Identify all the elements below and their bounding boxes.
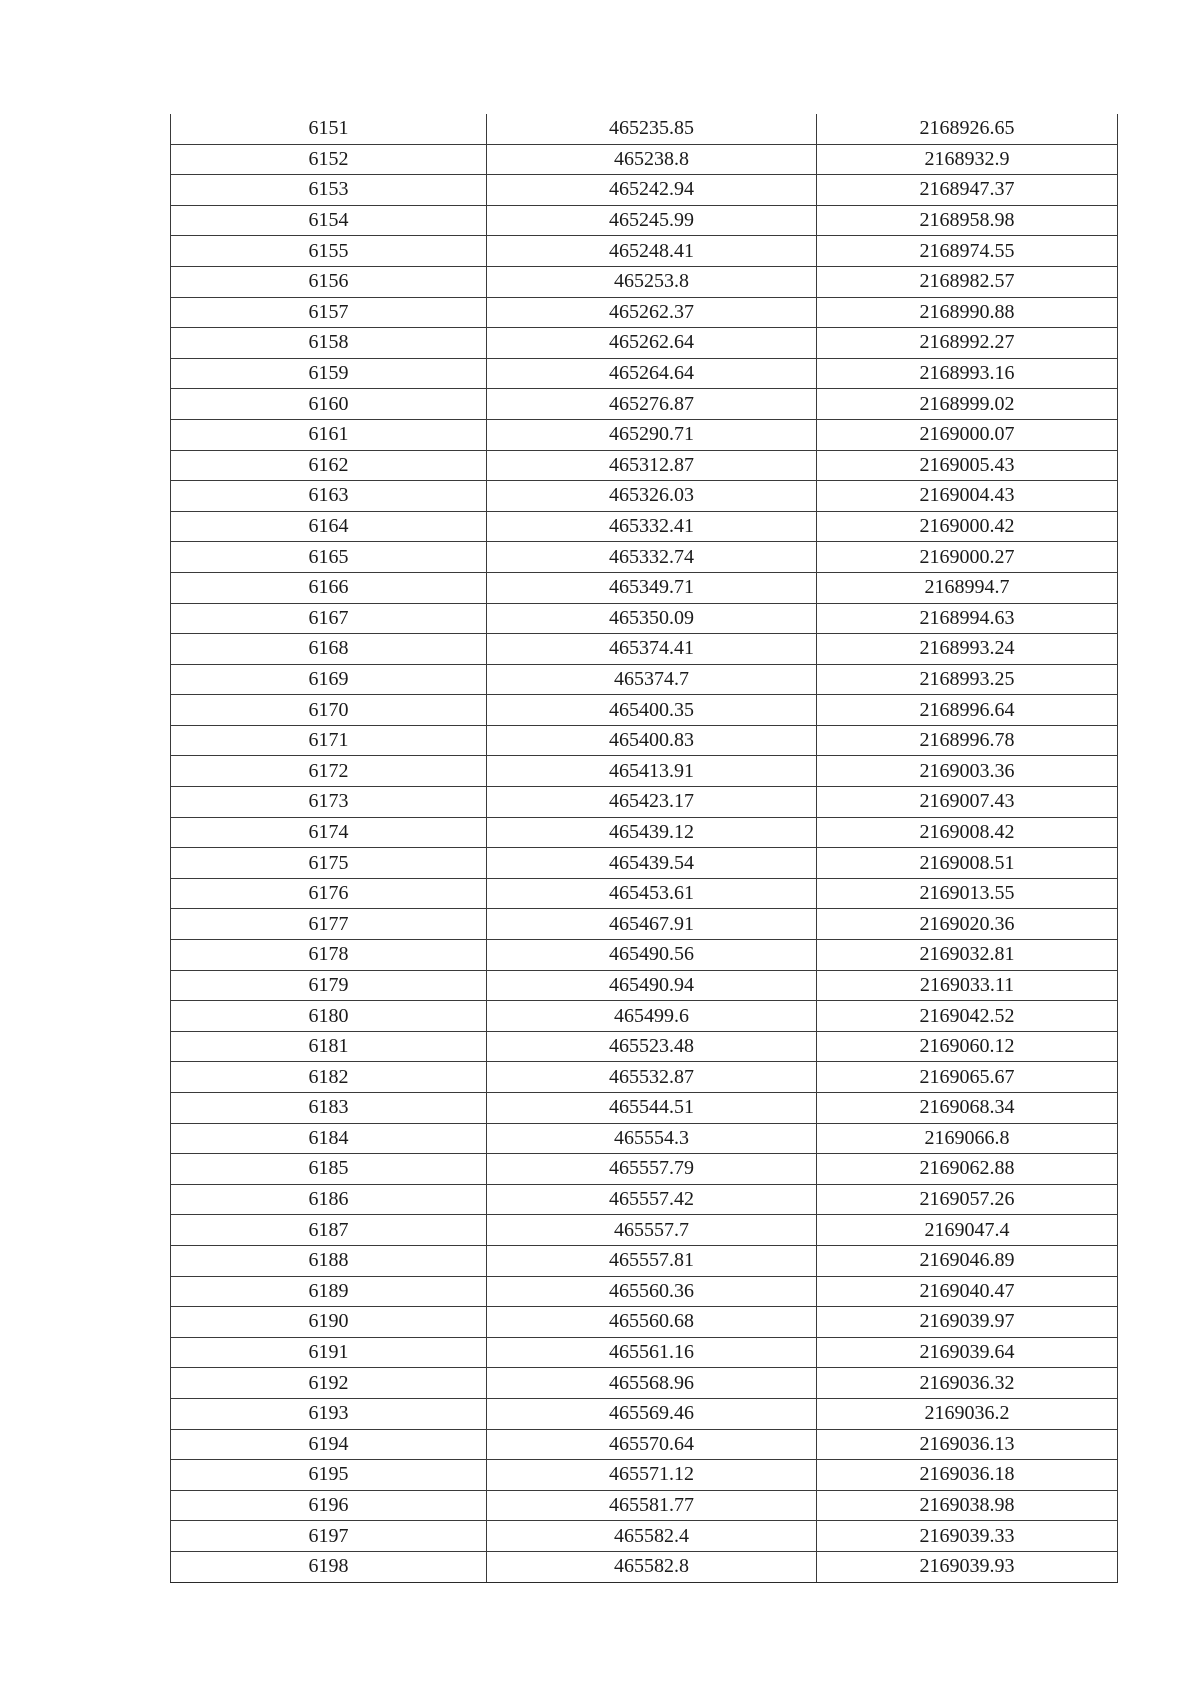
x-coordinate-cell: 465582.8 [487,1551,817,1582]
y-coordinate-cell: 2169013.55 [817,878,1118,909]
x-coordinate-cell: 465490.56 [487,940,817,971]
point-number-cell: 6193 [171,1398,487,1429]
table-row [171,1215,1118,1246]
x-coordinate-cell: 465570.64 [487,1429,817,1460]
y-coordinate-cell: 2169042.52 [817,1001,1118,1032]
table-row [171,817,1118,848]
x-coordinate-cell: 465423.17 [487,787,817,818]
point-number-cell: 6164 [171,511,487,542]
point-number-cell: 6194 [171,1429,487,1460]
x-coordinate-cell: 465544.51 [487,1093,817,1124]
y-coordinate-cell: 2168999.02 [817,389,1118,420]
y-coordinate-cell: 2168932.9 [817,144,1118,175]
y-coordinate-cell: 2169036.13 [817,1429,1118,1460]
x-coordinate-cell: 465581.77 [487,1490,817,1521]
x-coordinate-cell: 465439.54 [487,848,817,879]
point-number-cell: 6188 [171,1245,487,1276]
table-row [171,389,1118,420]
table-row [171,634,1118,665]
point-number-cell: 6165 [171,542,487,573]
y-coordinate-cell: 2169060.12 [817,1031,1118,1062]
y-coordinate-cell: 2169000.07 [817,419,1118,450]
table-row [171,328,1118,359]
x-coordinate-cell: 465332.41 [487,511,817,542]
table-row [171,266,1118,297]
y-coordinate-cell: 2168996.64 [817,695,1118,726]
table-row [171,144,1118,175]
x-coordinate-cell: 465262.64 [487,328,817,359]
point-number-cell: 6157 [171,297,487,328]
table-row [171,909,1118,940]
point-number-cell: 6175 [171,848,487,879]
table-row [171,236,1118,267]
table-row [171,419,1118,450]
point-number-cell: 6158 [171,328,487,359]
point-number-cell: 6155 [171,236,487,267]
y-coordinate-cell: 2169008.42 [817,817,1118,848]
point-number-cell: 6171 [171,725,487,756]
point-number-cell: 6185 [171,1154,487,1185]
table-row [171,1093,1118,1124]
table-row [171,1062,1118,1093]
y-coordinate-cell: 2169020.36 [817,909,1118,940]
table-row [171,940,1118,971]
table-row [171,1276,1118,1307]
y-coordinate-cell: 2169065.67 [817,1062,1118,1093]
x-coordinate-cell: 465262.37 [487,297,817,328]
y-coordinate-cell: 2168982.57 [817,266,1118,297]
y-coordinate-cell: 2169038.98 [817,1490,1118,1521]
x-coordinate-cell: 465560.36 [487,1276,817,1307]
y-coordinate-cell: 2169039.33 [817,1521,1118,1552]
point-number-cell: 6156 [171,266,487,297]
point-number-cell: 6153 [171,175,487,206]
point-number-cell: 6176 [171,878,487,909]
x-coordinate-cell: 465332.74 [487,542,817,573]
table-row [171,114,1118,144]
x-coordinate-cell: 465554.3 [487,1123,817,1154]
coordinate-table-body [171,114,1118,1582]
y-coordinate-cell: 2168993.25 [817,664,1118,695]
point-number-cell: 6180 [171,1001,487,1032]
point-number-cell: 6177 [171,909,487,940]
table-row [171,511,1118,542]
x-coordinate-cell: 465557.7 [487,1215,817,1246]
point-number-cell: 6163 [171,481,487,512]
table-row [171,542,1118,573]
x-coordinate-cell: 465568.96 [487,1368,817,1399]
point-number-cell: 6169 [171,664,487,695]
point-number-cell: 6159 [171,358,487,389]
x-coordinate-cell: 465557.81 [487,1245,817,1276]
x-coordinate-cell: 465264.64 [487,358,817,389]
point-number-cell: 6170 [171,695,487,726]
point-number-cell: 6152 [171,144,487,175]
table-row [171,787,1118,818]
x-coordinate-cell: 465571.12 [487,1460,817,1491]
point-number-cell: 6173 [171,787,487,818]
table-row [171,1123,1118,1154]
x-coordinate-cell: 465560.68 [487,1307,817,1338]
table-row [171,725,1118,756]
y-coordinate-cell: 2169039.64 [817,1337,1118,1368]
x-coordinate-cell: 465242.94 [487,175,817,206]
y-coordinate-cell: 2169008.51 [817,848,1118,879]
table-row [171,358,1118,389]
x-coordinate-cell: 465235.85 [487,114,817,144]
point-number-cell: 6190 [171,1307,487,1338]
point-number-cell: 6191 [171,1337,487,1368]
x-coordinate-cell: 465349.71 [487,572,817,603]
y-coordinate-cell: 2168926.65 [817,114,1118,144]
y-coordinate-cell: 2169047.4 [817,1215,1118,1246]
point-number-cell: 6192 [171,1368,487,1399]
x-coordinate-cell: 465561.16 [487,1337,817,1368]
table-row [171,664,1118,695]
table-row [171,175,1118,206]
y-coordinate-cell: 2169057.26 [817,1184,1118,1215]
table-row [171,1490,1118,1521]
x-coordinate-cell: 465569.46 [487,1398,817,1429]
y-coordinate-cell: 2169036.32 [817,1368,1118,1399]
point-number-cell: 6161 [171,419,487,450]
x-coordinate-cell: 465312.87 [487,450,817,481]
y-coordinate-cell: 2169062.88 [817,1154,1118,1185]
point-number-cell: 6167 [171,603,487,634]
table-row [171,603,1118,634]
x-coordinate-cell: 465467.91 [487,909,817,940]
y-coordinate-cell: 2169039.97 [817,1307,1118,1338]
table-row [171,1460,1118,1491]
x-coordinate-cell: 465326.03 [487,481,817,512]
point-number-cell: 6172 [171,756,487,787]
point-number-cell: 6198 [171,1551,487,1582]
x-coordinate-cell: 465557.79 [487,1154,817,1185]
y-coordinate-cell: 2169003.36 [817,756,1118,787]
table-row [171,450,1118,481]
x-coordinate-cell: 465245.99 [487,205,817,236]
table-row [171,297,1118,328]
x-coordinate-cell: 465248.41 [487,236,817,267]
y-coordinate-cell: 2169005.43 [817,450,1118,481]
table-row [171,1398,1118,1429]
y-coordinate-cell: 2169007.43 [817,787,1118,818]
y-coordinate-cell: 2168958.98 [817,205,1118,236]
table-row [171,695,1118,726]
y-coordinate-cell: 2169039.93 [817,1551,1118,1582]
table-row [171,205,1118,236]
table-row [171,1184,1118,1215]
point-number-cell: 6160 [171,389,487,420]
y-coordinate-cell: 2168990.88 [817,297,1118,328]
point-number-cell: 6182 [171,1062,487,1093]
table-row [171,1154,1118,1185]
table-row [171,848,1118,879]
point-number-cell: 6174 [171,817,487,848]
table-row [171,1031,1118,1062]
table-row [171,1368,1118,1399]
x-coordinate-cell: 465413.91 [487,756,817,787]
y-coordinate-cell: 2169000.27 [817,542,1118,573]
table-row [171,1429,1118,1460]
y-coordinate-cell: 2169036.18 [817,1460,1118,1491]
x-coordinate-cell: 465374.7 [487,664,817,695]
point-number-cell: 6196 [171,1490,487,1521]
table-row [171,878,1118,909]
table-row [171,970,1118,1001]
point-number-cell: 6181 [171,1031,487,1062]
table-row [171,1337,1118,1368]
point-number-cell: 6154 [171,205,487,236]
point-number-cell: 6162 [171,450,487,481]
x-coordinate-cell: 465557.42 [487,1184,817,1215]
y-coordinate-cell: 2168993.16 [817,358,1118,389]
table-row [171,756,1118,787]
y-coordinate-cell: 2168996.78 [817,725,1118,756]
table-row [171,572,1118,603]
x-coordinate-cell: 465253.8 [487,266,817,297]
y-coordinate-cell: 2169046.89 [817,1245,1118,1276]
table-row [171,1245,1118,1276]
y-coordinate-cell: 2169040.47 [817,1276,1118,1307]
x-coordinate-cell: 465400.83 [487,725,817,756]
y-coordinate-cell: 2168994.63 [817,603,1118,634]
table-row [171,1001,1118,1032]
coordinate-table [170,114,1118,1583]
x-coordinate-cell: 465439.12 [487,817,817,848]
y-coordinate-cell: 2169032.81 [817,940,1118,971]
x-coordinate-cell: 465238.8 [487,144,817,175]
y-coordinate-cell: 2169036.2 [817,1398,1118,1429]
y-coordinate-cell: 2169068.34 [817,1093,1118,1124]
point-number-cell: 6189 [171,1276,487,1307]
x-coordinate-cell: 465582.4 [487,1521,817,1552]
point-number-cell: 6179 [171,970,487,1001]
x-coordinate-cell: 465276.87 [487,389,817,420]
table-row [171,1551,1118,1582]
point-number-cell: 6151 [171,114,487,144]
point-number-cell: 6195 [171,1460,487,1491]
point-number-cell: 6197 [171,1521,487,1552]
point-number-cell: 6168 [171,634,487,665]
x-coordinate-cell: 465453.61 [487,878,817,909]
y-coordinate-cell: 2169033.11 [817,970,1118,1001]
y-coordinate-cell: 2168974.55 [817,236,1118,267]
y-coordinate-cell: 2168947.37 [817,175,1118,206]
x-coordinate-cell: 465400.35 [487,695,817,726]
point-number-cell: 6187 [171,1215,487,1246]
x-coordinate-cell: 465350.09 [487,603,817,634]
table-row [171,481,1118,512]
x-coordinate-cell: 465523.48 [487,1031,817,1062]
y-coordinate-cell: 2169066.8 [817,1123,1118,1154]
x-coordinate-cell: 465532.87 [487,1062,817,1093]
point-number-cell: 6183 [171,1093,487,1124]
point-number-cell: 6166 [171,572,487,603]
x-coordinate-cell: 465499.6 [487,1001,817,1032]
x-coordinate-cell: 465490.94 [487,970,817,1001]
point-number-cell: 6178 [171,940,487,971]
y-coordinate-cell: 2168993.24 [817,634,1118,665]
x-coordinate-cell: 465374.41 [487,634,817,665]
point-number-cell: 6184 [171,1123,487,1154]
y-coordinate-cell: 2169000.42 [817,511,1118,542]
point-number-cell: 6186 [171,1184,487,1215]
y-coordinate-cell: 2168994.7 [817,572,1118,603]
table-row [171,1307,1118,1338]
table-row [171,1521,1118,1552]
y-coordinate-cell: 2169004.43 [817,481,1118,512]
x-coordinate-cell: 465290.71 [487,419,817,450]
y-coordinate-cell: 2168992.27 [817,328,1118,359]
